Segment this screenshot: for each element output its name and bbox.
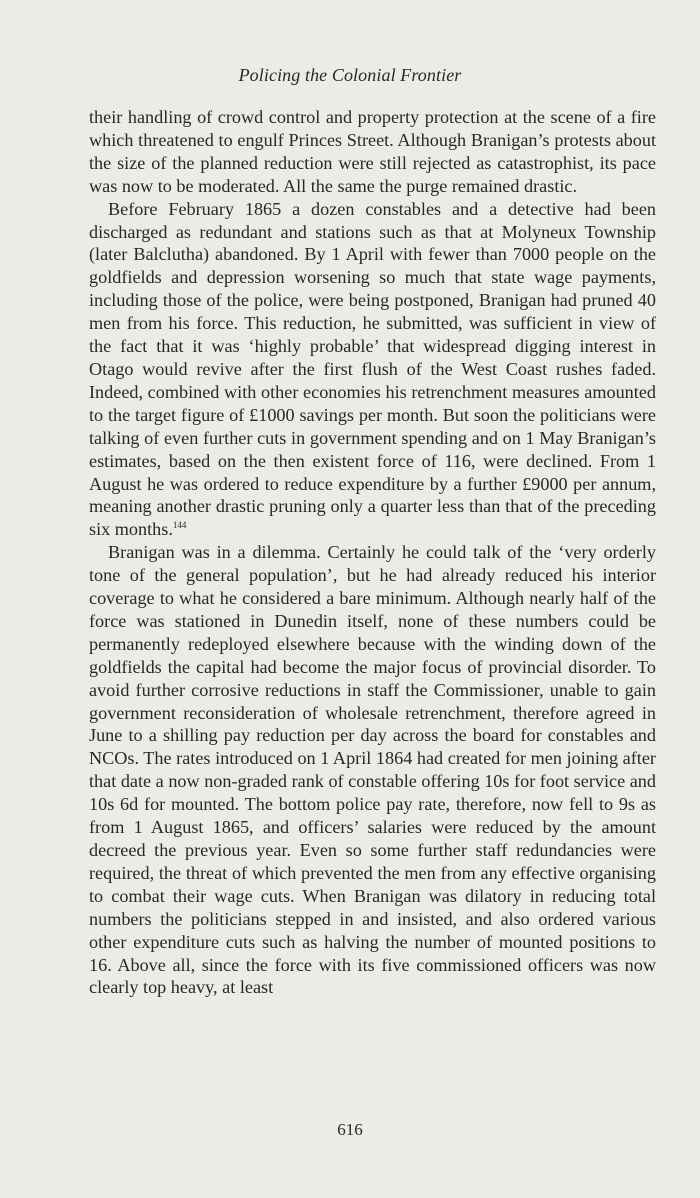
page-number: 616 — [337, 1120, 363, 1139]
paragraph-text: Before February 1865 a dozen constables and a detective had been discharged as redundant and stations such as that at Molyneux Township (later Balclutha) abandoned. By 1 April with fewer than 7000 people on the goldfields and depression worsening so much that state wage payments, including those of the police, were being postponed, Branigan had pruned 40 men from his force. This reduction, he submitted, was sufficient in view of the fact that it was ‘highly probable’ that widespread digging interest in Otago would revive after the first flush of the West Coast rushes faded. Indeed, combined with other economies his retrenchment measures amounted to the target figure of £1000 savings per month. But soon the politicians were talking of even further cuts in government spending and on 1 May Branigan’s estimates, based on the then existent force of 116, were declined. From 1 August he was ordered to reduce expenditure by a further £9000 per annum, meaning another drastic pruning only a quarter less than that of the preceding six months. — [89, 198, 656, 540]
paragraph: their handling of crowd control and property protection at the scene of a fire which threatened to engulf Princes Street. Although Branigan’s protests about the size of the planned reduction were still rejected as catastrophist, its pace was now to be moderated. All the same the purge remained drastic. — [89, 107, 656, 196]
body-text — [89, 106, 656, 999]
paragraph — [89, 198, 656, 542]
paragraph: Branigan was in a dilemma. Certainly he could talk of the ‘very orderly tone of the general population’, but he had already reduced his interior coverage to what he considered a bare minimum. Although nearly half of the force was stationed in Dunedin itself, none of these numbers could be permanently redeployed elsewhere because with the winding down of the goldfields the capital had become the major focus of provincial disorder. To avoid further corrosive reductions in staff the Commissioner, unable to gain government reconsideration of wholesale retrenchment, therefore agreed in June to a shilling pay reduction per day across the board for constables and NCOs. The rates introduced on 1 April 1864 had created for men joining after that date a now non-graded rank of constable offering 10s for foot service and 10s 6d for mounted. The bottom police pay rate, therefore, now fell to 9s as from 1 August 1865, and officers’ salaries were reduced by the amount decreed the previous year. Even so some further staff redundancies were required, the threat of which prevented the men from any effective organising to combat their wage cuts. When Branigan was dilatory in reducing total numbers the politicians stepped in and insisted, and also ordered various other expenditure cuts such as halving the number of mounted positions to 16. Above all, since the force with its five commissioned officers was now clearly top heavy, at least — [89, 542, 656, 998]
running-header: Policing the Colonial Frontier — [238, 65, 462, 85]
footnote-marker[interactable]: 144 — [172, 520, 187, 531]
